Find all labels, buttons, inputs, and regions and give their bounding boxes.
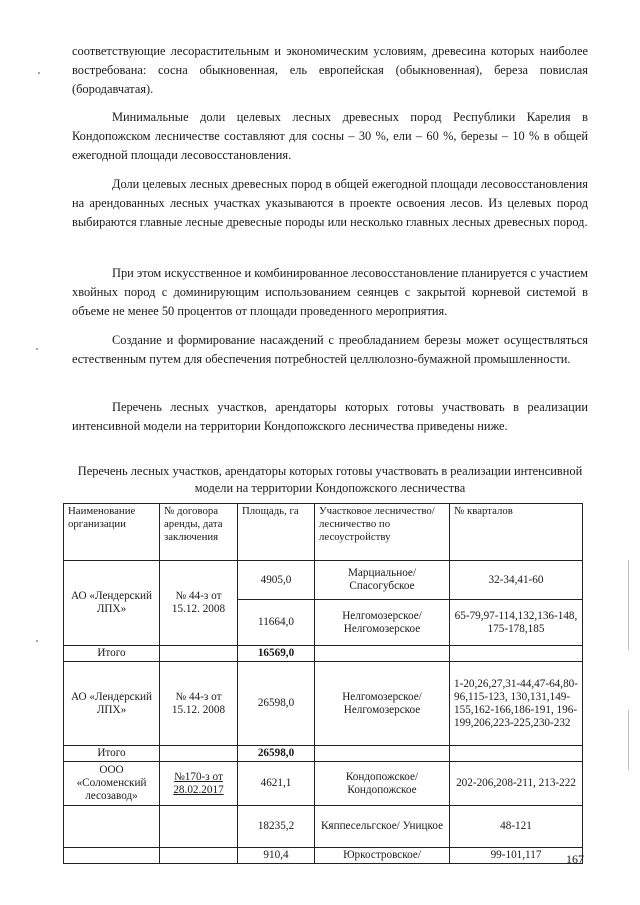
total-area: 26598,0 bbox=[238, 746, 315, 762]
page-number: 167 bbox=[566, 852, 584, 866]
empty-cell bbox=[160, 848, 238, 864]
table-row bbox=[64, 762, 583, 806]
contract-cell: № 44-з от 15.12. 2008 bbox=[160, 662, 238, 746]
paragraph-1: соответствующие лесорастительным и экономическим условиям, древесина которых наиболее востребована: сосна обыкновенная, ель европейская (обыкновенная), береза повислая (бородавчатая). bbox=[72, 44, 588, 96]
org-cell: АО «Лендерский ЛПХ» bbox=[64, 561, 160, 646]
area-cell: 4905,0 bbox=[238, 561, 315, 600]
scan-speck bbox=[36, 348, 38, 350]
scan-speck bbox=[38, 72, 40, 74]
district-cell: Кондопожское/ Кондопожское bbox=[315, 762, 450, 806]
district-cell: Нелгомозерское/ Нелгомозерское bbox=[315, 600, 450, 646]
area-cell: 18235,2 bbox=[238, 806, 315, 848]
quarters-cell: 48-121 bbox=[450, 806, 583, 848]
quarters-cell: 99-101,117 bbox=[450, 848, 583, 864]
area-cell: 910,4 bbox=[238, 848, 315, 864]
empty-cell bbox=[160, 746, 238, 762]
header-district: Участковое лесничество/ лесничество по лесоустройству bbox=[315, 504, 450, 561]
paragraph-4: При этом искусственное и комбинированное лесовосстановление планируется с участием хвойных пород с доминирующим использованием сеянцев с закрытой корневой системой в объеме не менее 50 процентов от площади проведенного мероприятия. bbox=[72, 266, 588, 318]
table-row bbox=[64, 806, 583, 848]
area-cell: 4621,1 bbox=[238, 762, 315, 806]
table-row bbox=[64, 662, 583, 746]
empty-cell bbox=[160, 646, 238, 662]
contract-cell: №170-з от 28.02.2017 bbox=[160, 762, 238, 806]
quarters-cell: 32-34,41-60 bbox=[450, 561, 583, 600]
contract-cell: № 44-з от 15.12. 2008 bbox=[160, 561, 238, 646]
total-row bbox=[64, 746, 583, 762]
table-caption: Перечень лесных участков, арендаторы которых готовы участвовать в реализации интенсивной модели на территории Кондопожского лесничества bbox=[77, 464, 583, 495]
header-quarters: № кварталов bbox=[450, 504, 583, 561]
quarters-cell: 202-206,208-211, 213-222 bbox=[450, 762, 583, 806]
total-area: 16569,0 bbox=[238, 646, 315, 662]
district-cell: Кяппесельгское/ Уницкое bbox=[315, 806, 450, 848]
empty-cell bbox=[64, 806, 160, 848]
table-row bbox=[64, 848, 583, 864]
area-cell: 26598,0 bbox=[238, 662, 315, 746]
paragraph-3: Доли целевых лесных древесных пород в общей ежегодной площади лесовосстановления на арендованных лесных участках указываются в проекте освоения лесов. Из целевых пород выбираются главные лесные древесные породы или несколько главных лесных древесных пород. bbox=[72, 177, 588, 229]
header-contract: № договора аренды, дата заключения bbox=[160, 504, 238, 561]
district-cell: Юркостровское/ bbox=[315, 848, 450, 864]
quarters-cell: 65-79,97-114,132,136-148, 175-178,185 bbox=[450, 600, 583, 646]
area-cell: 11664,0 bbox=[238, 600, 315, 646]
paragraph-6: Перечень лесных участков, арендаторы которых готовы участвовать в реализации интенсивной модели на территории Кондопожского лесничества приведены ниже. bbox=[72, 400, 588, 433]
district-cell: Марциальное/ Спасогубское bbox=[315, 561, 450, 600]
org-cell: ООО «Соломенский лесозавод» bbox=[64, 762, 160, 806]
scan-edge-line bbox=[628, 710, 629, 770]
total-label: Итого bbox=[64, 746, 160, 762]
quarters-cell: 1-20,26,27,31-44,47-64,80-96,115-123, 130,131,149-155,162-166,186-191, 196-199,206,223-225,230-232 bbox=[450, 662, 583, 746]
header-organization: Наименование организации bbox=[64, 504, 160, 561]
paragraph-5: Создание и формирование насаждений с преобладанием березы может осуществляться естественным путем для обеспечения потребностей целлюлозно-бумажной промышленности. bbox=[72, 333, 588, 366]
empty-cell bbox=[64, 848, 160, 864]
table-row bbox=[64, 561, 583, 600]
empty-cell bbox=[450, 646, 583, 662]
table-header-row bbox=[64, 504, 583, 561]
total-row bbox=[64, 646, 583, 662]
total-label: Итого bbox=[64, 646, 160, 662]
scan-speck bbox=[36, 640, 38, 642]
district-cell: Нелгомозерское/ Нелгомозерское bbox=[315, 662, 450, 746]
forest-plots-table bbox=[63, 503, 583, 864]
empty-cell bbox=[315, 746, 450, 762]
empty-cell bbox=[160, 806, 238, 848]
org-cell: АО «Лендерский ЛПХ» bbox=[64, 662, 160, 746]
empty-cell bbox=[450, 746, 583, 762]
header-area: Площадь, га bbox=[238, 504, 315, 561]
paragraph-2: Минимальные доли целевых лесных древесных пород Республики Карелия в Кондопожском лесничестве составляют для сосны – 30 %, ели – 60 %, березы – 10 % в общей ежегодной площади лесовосстановления. bbox=[72, 110, 588, 162]
scan-edge-line bbox=[628, 560, 629, 650]
empty-cell bbox=[315, 646, 450, 662]
